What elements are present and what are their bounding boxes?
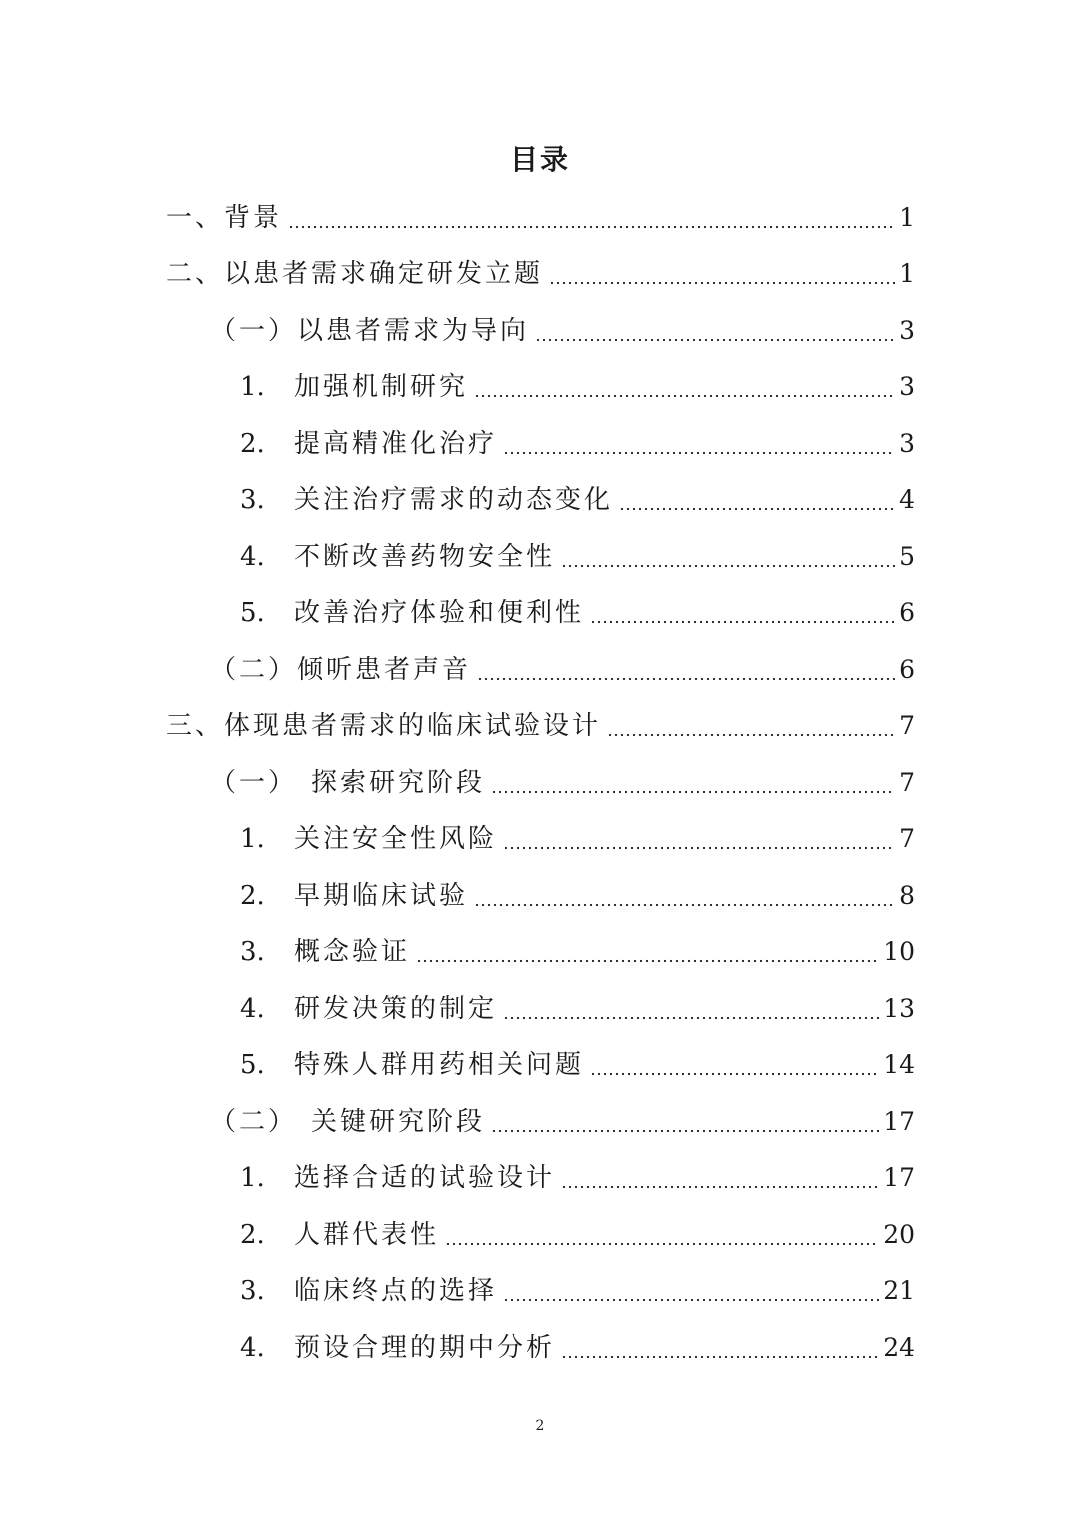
toc-entry[interactable] <box>240 585 915 641</box>
toc-entry-prefix: 5. <box>240 1050 265 1080</box>
toc-entry-prefix: 3. <box>240 1276 265 1306</box>
toc-entry[interactable] <box>240 868 915 924</box>
toc-entry-text: 人群代表性 <box>294 1220 440 1250</box>
toc-entry[interactable] <box>240 529 915 585</box>
toc-entry-page: 7 <box>899 824 915 853</box>
toc-entry-prefix: 2. <box>240 881 265 911</box>
toc-entry-prefix: （二） <box>210 655 298 685</box>
toc-entry-prefix: 2. <box>240 429 265 459</box>
toc-entry-page: 21 <box>883 1276 915 1305</box>
toc-entry[interactable] <box>240 416 915 472</box>
toc-entry[interactable] <box>240 1037 915 1093</box>
dot-leader <box>561 1185 879 1189</box>
toc-entry-text: 背景 <box>224 203 283 233</box>
dot-leader <box>416 959 879 963</box>
dot-leader <box>503 1298 879 1302</box>
dot-leader <box>477 677 895 681</box>
toc-entry-text: 探索研究阶段 <box>311 768 486 798</box>
toc-entry-prefix: 4. <box>240 542 265 572</box>
dot-leader <box>491 790 895 794</box>
toc-entry-prefix: 5. <box>240 598 265 628</box>
toc-entry-page: 14 <box>883 1050 915 1079</box>
dot-leader <box>474 903 895 907</box>
toc-entry-page: 1 <box>899 259 915 288</box>
toc-entry[interactable] <box>166 190 915 246</box>
toc-entry-prefix: 4. <box>240 994 265 1024</box>
toc-entry-text: 体现患者需求的临床试验设计 <box>224 711 602 741</box>
toc-entry[interactable] <box>240 472 915 528</box>
toc-entry[interactable] <box>166 698 915 754</box>
toc-entry-text: 倾听患者声音 <box>297 655 472 685</box>
toc-entry-prefix: 4. <box>240 1333 265 1363</box>
dot-leader <box>445 1242 879 1246</box>
toc-entry-text: 特殊人群用药相关问题 <box>294 1050 585 1080</box>
toc-entry-text: 提高精准化治疗 <box>294 429 498 459</box>
toc-entry-page: 1 <box>899 203 915 232</box>
dot-leader <box>607 733 895 737</box>
dot-leader <box>503 1016 879 1020</box>
toc-entry-prefix: 三、 <box>166 711 225 741</box>
toc-entry-prefix: （一） <box>210 316 298 346</box>
toc-entry-text: 关注安全性风险 <box>294 824 498 854</box>
toc-entry[interactable] <box>210 1094 915 1150</box>
toc-entry-prefix: 1. <box>240 1163 265 1193</box>
toc-entry-page: 4 <box>899 485 915 514</box>
toc-entry-page: 6 <box>899 655 915 684</box>
toc-entry[interactable] <box>240 981 915 1037</box>
dot-leader <box>590 1072 879 1076</box>
toc-entry-text: 不断改善药物安全性 <box>294 542 556 572</box>
toc-entry[interactable] <box>240 1320 915 1376</box>
dot-leader <box>535 338 895 342</box>
toc-entry-text: 早期临床试验 <box>294 881 469 911</box>
toc-entry-prefix: 1. <box>240 372 265 402</box>
toc-entry-text: 加强机制研究 <box>294 372 469 402</box>
toc-entry-prefix: 3. <box>240 485 265 515</box>
toc-entry[interactable] <box>166 246 915 302</box>
page-number: 2 <box>535 1418 545 1434</box>
toc-entry-text: 临床终点的选择 <box>294 1276 498 1306</box>
toc-entry[interactable] <box>210 755 915 811</box>
toc-entry-page: 3 <box>899 372 915 401</box>
dot-leader <box>288 225 895 229</box>
toc-entry-page: 24 <box>883 1333 915 1362</box>
toc-entry-prefix: 2. <box>240 1220 265 1250</box>
toc-entry-page: 3 <box>899 429 915 458</box>
toc-entry[interactable] <box>240 811 915 867</box>
toc-entry-page: 3 <box>899 316 915 345</box>
toc-entry[interactable] <box>240 924 915 980</box>
toc-entry-text: 关键研究阶段 <box>311 1107 486 1137</box>
toc-entry-prefix: （一） <box>210 768 298 798</box>
toc-entry[interactable] <box>240 1263 915 1319</box>
toc-entry-page: 17 <box>883 1163 915 1192</box>
toc-entry-text: 研发决策的制定 <box>294 994 498 1024</box>
toc-entry-page: 7 <box>899 711 915 740</box>
dot-leader <box>474 394 895 398</box>
toc-entry-page: 17 <box>883 1107 915 1136</box>
toc-entry-prefix: 1. <box>240 824 265 854</box>
toc-entry-page: 6 <box>899 598 915 627</box>
toc-entry-text: 以患者需求为导向 <box>297 316 530 346</box>
toc-entry[interactable] <box>210 303 915 359</box>
toc-entry-text: 概念验证 <box>294 937 411 967</box>
toc-entry-page: 20 <box>883 1220 915 1249</box>
toc-entry-prefix: 二、 <box>166 259 225 289</box>
toc-entry-page: 10 <box>883 937 915 966</box>
dot-leader <box>590 620 895 624</box>
dot-leader <box>549 281 895 285</box>
toc-entry-text: 以患者需求确定研发立题 <box>224 259 544 289</box>
toc-entry-page: 13 <box>883 994 915 1023</box>
toc-entry-text: 预设合理的期中分析 <box>294 1333 556 1363</box>
toc-title: 目录 <box>509 143 570 176</box>
toc-entry-text: 选择合适的试验设计 <box>294 1163 556 1193</box>
toc-entry-page: 8 <box>899 881 915 910</box>
dot-leader <box>619 507 895 511</box>
dot-leader <box>503 846 895 850</box>
toc-entry-prefix: 3. <box>240 937 265 967</box>
dot-leader <box>561 564 895 568</box>
dot-leader <box>503 451 895 455</box>
toc-entry-prefix: 一、 <box>166 203 225 233</box>
dot-leader <box>561 1355 879 1359</box>
toc-entry-text: 关注治疗需求的动态变化 <box>294 485 614 515</box>
toc-entry-page: 7 <box>899 768 915 797</box>
toc-entry-prefix: （二） <box>210 1107 298 1137</box>
toc-entry-page: 5 <box>899 542 915 571</box>
toc-entry[interactable] <box>240 1150 915 1206</box>
toc-entry[interactable] <box>240 1207 915 1263</box>
toc-entry-text: 改善治疗体验和便利性 <box>294 598 585 628</box>
dot-leader <box>491 1129 879 1133</box>
toc-entry[interactable] <box>240 359 915 415</box>
toc-entry[interactable] <box>210 642 915 698</box>
